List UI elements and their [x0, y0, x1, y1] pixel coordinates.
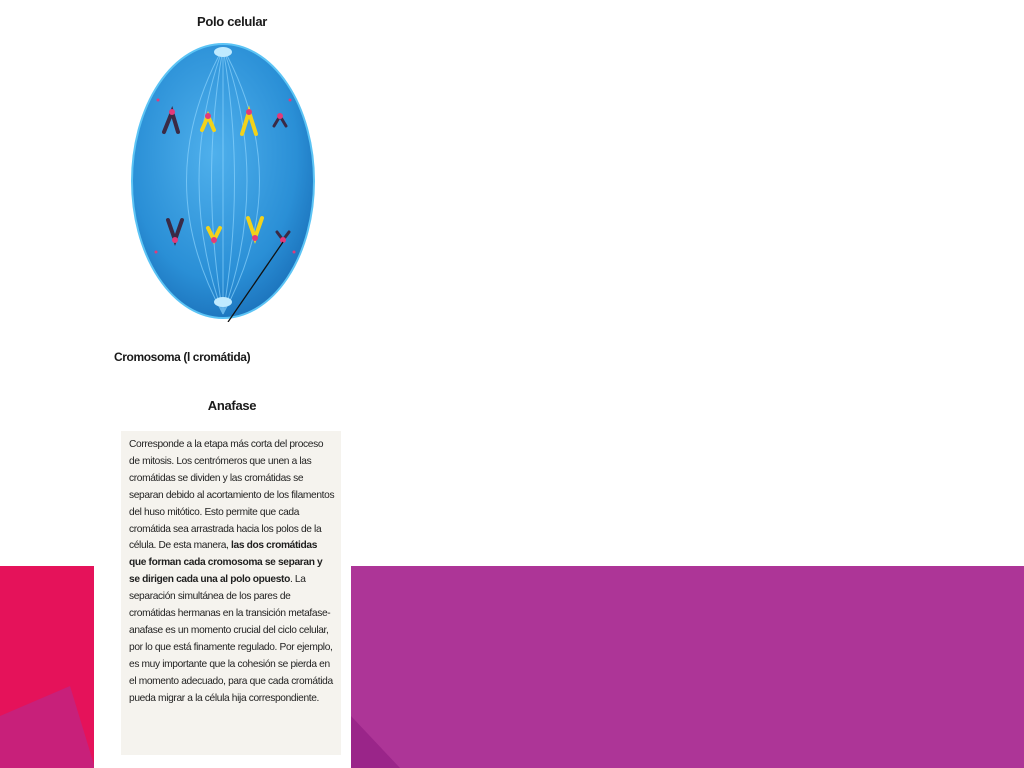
chromosome-label: Cromosoma (l cromátida) — [114, 350, 251, 364]
description-text-part1: Corresponde a la etapa más corta del proceso de mitosis. Los centrómeros que unen a las cromátidas se dividen y las cromátidas se separan debido al acortamiento de los filamentos del huso mitótico. Esto permite que cada cromátida sea arrastrada hacia los polos de la célula. De esta manera, — [129, 439, 335, 552]
cell-pole-top — [214, 47, 232, 57]
pole-label: Polo celular — [196, 14, 268, 29]
cell-pole-bottom — [214, 297, 232, 307]
figure-panel — [94, 0, 351, 768]
description-box — [121, 431, 341, 755]
description-text-part2: . La separación simultánea de los pares de cromátidas hermanas en la transición metafase-anafase es un momento crucial del ciclo celular, por lo que está finamente regulado. Por ejemplo, es muy importante que la cohesión se pierda en el momento adecuado, para que cada cromátida pueda migrar a la célula hija correspondiente. — [129, 574, 333, 704]
description-text-bold: las dos cromátidas que forman cada cromosoma se separan y se dirigen cada una al polo opuesto — [129, 540, 323, 586]
phase-title: Anafase — [207, 398, 257, 413]
anaphase-cell-illustration — [130, 40, 316, 322]
